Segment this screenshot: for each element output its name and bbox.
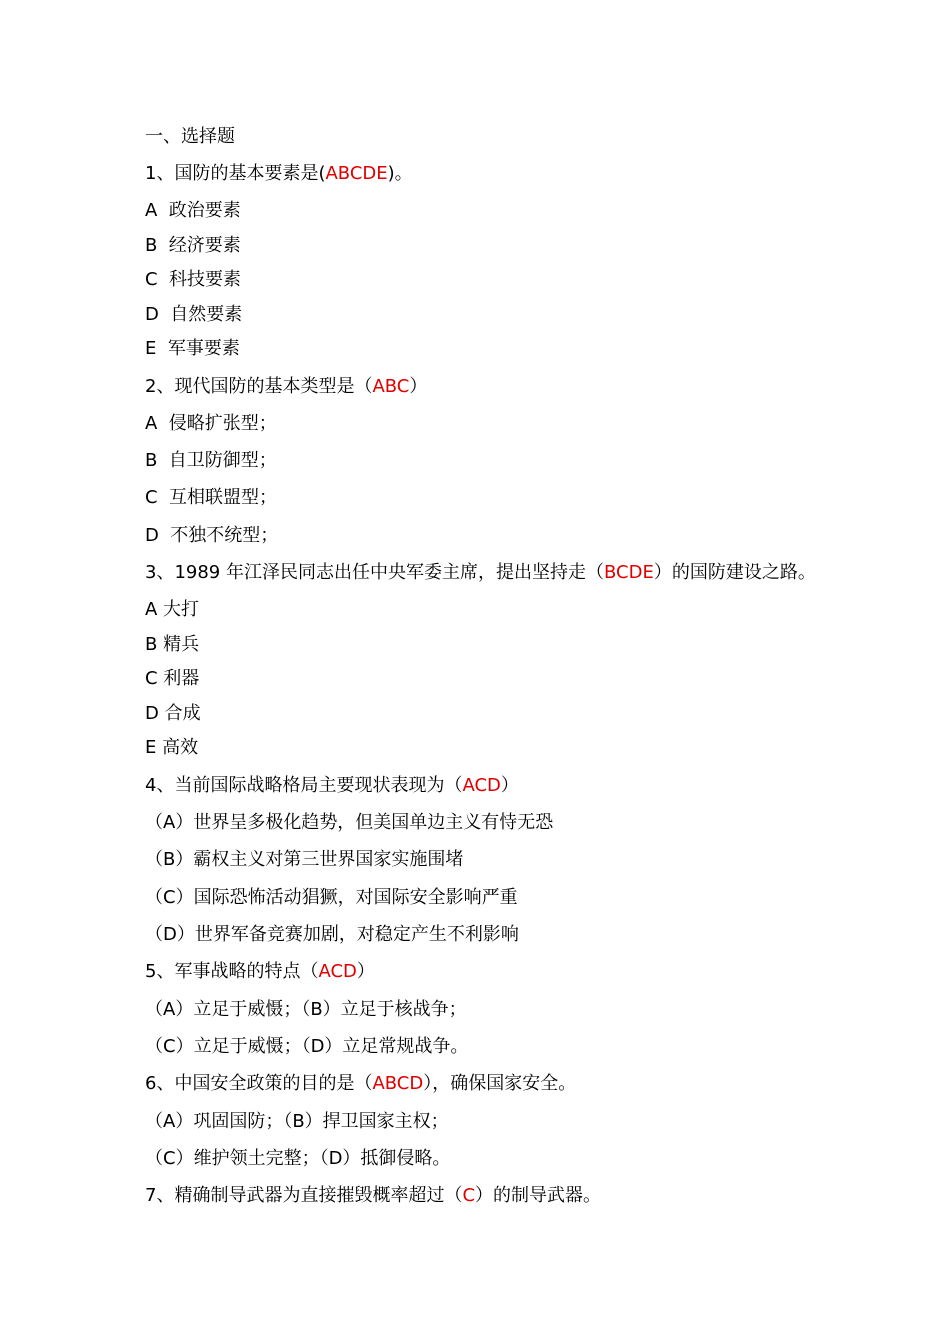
question-6-options-cd: （C）维护领土完整；（D）抵御侵略。 (145, 1148, 451, 1169)
question-7-answer: C (462, 1185, 476, 1206)
question-6-suffix: ），确保国家安全。 (423, 1073, 577, 1094)
question-5-options-ab: （A）立足于威慑；（B）立足于核战争； (145, 999, 467, 1020)
question-6-text: 6、中国安全政策的目的是（ (145, 1073, 373, 1094)
question-4-option-b: （B）霸权主义对第三世界国家实施围堵 (145, 849, 464, 870)
question-1-suffix: )。 (387, 163, 413, 184)
question-5-suffix: ） (356, 961, 375, 982)
question-3-text: 3、1989 年江泽民同志出任中央军委主席，提出坚持走（ (145, 562, 604, 583)
question-1-option-b: B 经济要素 (145, 235, 241, 256)
question-3-option-d: D 合成 (145, 703, 201, 724)
question-7-suffix: ）的制导武器。 (475, 1185, 602, 1206)
question-5 (145, 960, 375, 984)
question-2-option-a: A 侵略扩张型； (145, 413, 277, 434)
question-3-option-b: B 精兵 (145, 634, 200, 655)
question-6-answer: ABCD (372, 1073, 424, 1094)
question-2-option-b: B 自卫防御型； (145, 450, 277, 471)
question-5-text: 5、军事战略的特点（ (145, 961, 319, 982)
question-5-options-cd: （C）立足于威慑；（D）立足常规战争。 (145, 1036, 469, 1057)
question-4-option-d: （D）世界军备竞赛加剧，对稳定产生不利影响 (145, 924, 519, 945)
question-3-option-c: C 利器 (145, 668, 200, 689)
question-6-options-ab: （A）巩固国防；（B）捍卫国家主权； (145, 1111, 449, 1132)
question-3 (145, 561, 816, 585)
question-1-answer: ABCDE (325, 163, 388, 184)
question-7-text: 7、精确制导武器为直接摧毁概率超过（ (145, 1185, 463, 1206)
question-4-suffix: ） (500, 775, 519, 796)
question-1 (145, 162, 413, 186)
question-1-option-d: D 自然要素 (145, 304, 243, 325)
section-title: 一、选择题 (145, 126, 235, 147)
question-4-answer: ACD (462, 775, 501, 796)
question-1-option-e: E 军事要素 (145, 338, 240, 359)
question-2-suffix: ） (409, 376, 428, 397)
question-1-text: 1、国防的基本要素是( (145, 163, 326, 184)
question-3-option-a: A 大打 (145, 599, 200, 620)
question-4-option-c: （C）国际恐怖活动猖獗，对国际安全影响严重 (145, 887, 518, 908)
question-2 (145, 375, 427, 399)
question-1-option-a: A 政治要素 (145, 200, 241, 221)
question-3-option-e: E 高效 (145, 737, 199, 758)
question-3-answer: BCDE (603, 562, 654, 583)
question-1-option-c: C 科技要素 (145, 269, 242, 290)
question-2-answer: ABC (372, 376, 410, 397)
question-4 (145, 774, 519, 798)
question-5-answer: ACD (318, 961, 357, 982)
question-6 (145, 1072, 576, 1096)
question-4-option-a: （A）世界呈多极化趋势，但美国单边主义有恃无恐 (145, 812, 554, 833)
question-2-text: 2、现代国防的基本类型是（ (145, 376, 373, 397)
question-4-text: 4、当前国际战略格局主要现状表现为（ (145, 775, 463, 796)
question-7 (145, 1184, 601, 1208)
question-2-option-d: D 不独不统型； (145, 525, 279, 546)
question-3-suffix: ）的国防建设之路。 (653, 562, 816, 583)
question-2-option-c: C 互相联盟型； (145, 487, 278, 508)
